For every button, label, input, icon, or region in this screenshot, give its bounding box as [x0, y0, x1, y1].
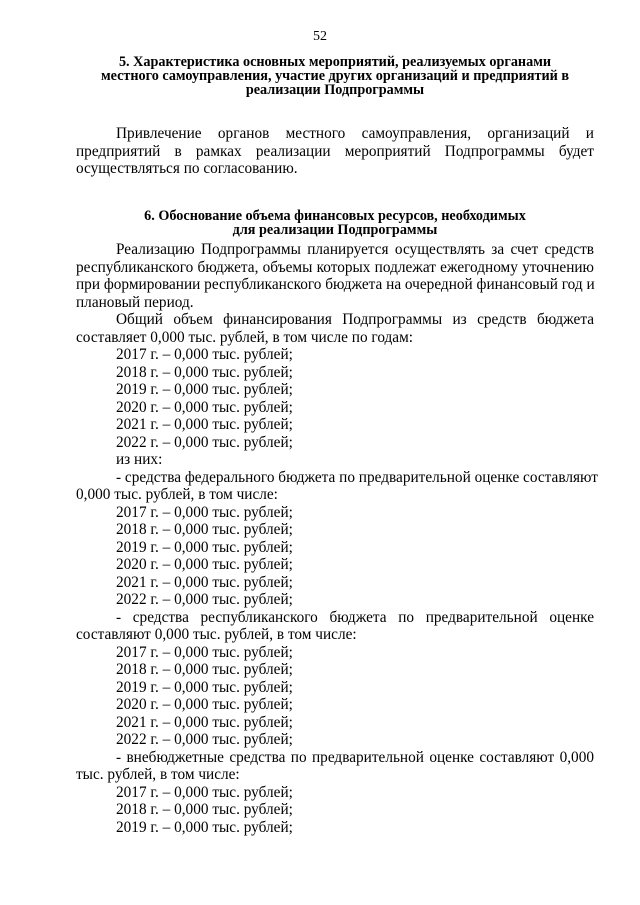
text-line: Общий объем финансирования Подпрограммы из средств бюджета: [116, 311, 594, 328]
text-line: из них:: [116, 451, 163, 468]
year-line: 2018 г. – 0,000 тыс. рублей;: [116, 801, 293, 818]
heading-line: для реализации Подпрограммы: [232, 222, 438, 238]
year-line: 2020 г. – 0,000 тыс. рублей;: [116, 556, 293, 573]
year-line: 2020 г. – 0,000 тыс. рублей;: [116, 696, 293, 713]
year-line: 2018 г. – 0,000 тыс. рублей;: [116, 363, 293, 381]
text-line: тыс. рублей, в том числе:: [76, 766, 240, 783]
year-line: 2021 г. – 0,000 тыс. рублей;: [116, 416, 293, 433]
year-line: 2017 г. – 0,000 тыс. рублей;: [116, 783, 293, 801]
text-line: 0,000 тыс. рублей, в том числе:: [76, 486, 278, 503]
section-6-heading: [76, 209, 594, 237]
year-line: 2018 г. – 0,000 тыс. рублей;: [116, 661, 293, 678]
year-line: 2021 г. – 0,000 тыс. рублей;: [116, 713, 293, 731]
text-line: республиканского бюджета, объемы которых подлежат ежегодному уточнению: [76, 258, 594, 276]
heading-line: 6. Обоснование объема финансовых ресурсов, необходимых: [144, 208, 526, 224]
text-line: - средства республиканского бюджета по предварительной оценке: [116, 608, 594, 626]
section-5-heading: [76, 55, 594, 97]
year-line: 2019 г. – 0,000 тыс. рублей;: [116, 538, 293, 556]
text-line: при формировании республиканского бюджета на очередной финансовый год и: [76, 276, 595, 293]
text-line: Реализацию Подпрограммы планируется осуществлять за счет средств: [116, 241, 594, 258]
year-line: 2018 г. – 0,000 тыс. рублей;: [116, 521, 293, 538]
text-line: составляют 0,000 тыс. рублей, в том числе:: [76, 626, 357, 643]
year-line: 2017 г. – 0,000 тыс. рублей;: [116, 346, 293, 363]
text-line: Привлечение органов местного самоуправления, организаций и: [116, 125, 594, 142]
text-line: предприятий в рамках реализации мероприятий Подпрограммы будет: [76, 142, 594, 160]
heading-line: 5. Характеристика основных мероприятий, реализуемых органами: [118, 54, 552, 70]
text-line: плановый период.: [76, 293, 194, 311]
year-line: 2019 г. – 0,000 тыс. рублей;: [116, 381, 293, 398]
year-line: 2019 г. – 0,000 тыс. рублей;: [116, 818, 293, 836]
section-5-paragraph: [76, 125, 594, 178]
year-line: 2022 г. – 0,000 тыс. рублей;: [116, 731, 293, 748]
year-line: 2022 г. – 0,000 тыс. рублей;: [116, 591, 293, 608]
heading-line: местного самоуправления, участие других организаций и предприятий в: [100, 68, 570, 84]
year-line: 2017 г. – 0,000 тыс. рублей;: [116, 643, 293, 661]
heading-line: реализации Подпрограммы: [245, 82, 425, 98]
year-line: 2020 г. – 0,000 тыс. рублей;: [116, 398, 293, 416]
year-line: 2017 г. – 0,000 тыс. рублей;: [116, 503, 293, 521]
text-line: составляет 0,000 тыс. рублей, в том числе по годам:: [76, 328, 414, 346]
section-6-body: [76, 241, 598, 836]
text-line: - внебюджетные средства по предварительной оценке составляют 0,000: [116, 748, 594, 766]
text-line: осуществляться по согласованию.: [76, 160, 298, 177]
page-number: 52: [313, 29, 327, 44]
text-line: - средства федерального бюджета по предварительной оценке составляют: [116, 468, 598, 486]
year-line: 2021 г. – 0,000 тыс. рублей;: [116, 573, 293, 591]
year-line: 2019 г. – 0,000 тыс. рублей;: [116, 678, 293, 696]
year-line: 2022 г. – 0,000 тыс. рублей;: [116, 433, 293, 451]
